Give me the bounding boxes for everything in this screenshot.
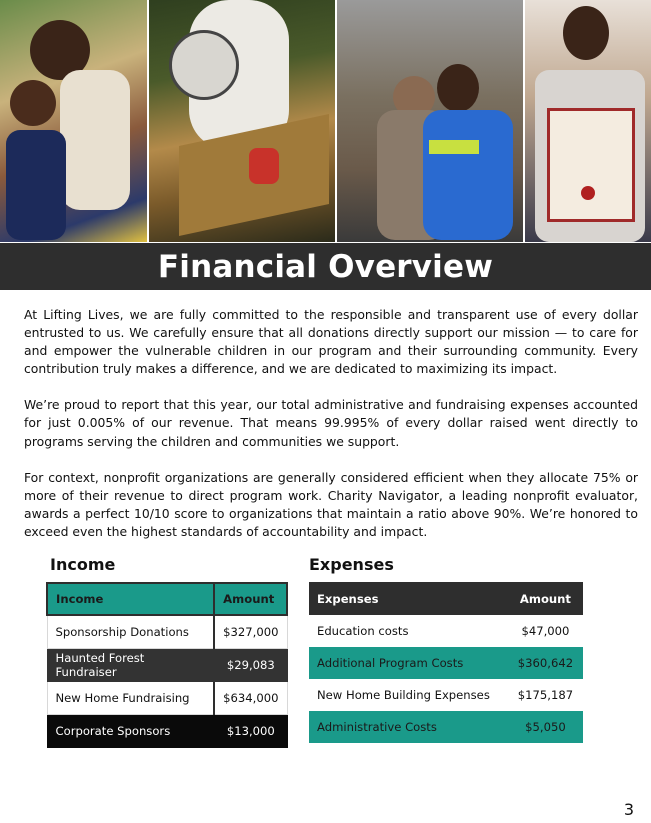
- expense-item-name: New Home Building Expenses: [309, 679, 508, 711]
- expense-item-amount: $175,187: [508, 679, 583, 711]
- expenses-col-name: Expenses: [309, 582, 508, 615]
- paragraph-commitment: At Lifting Lives, we are fully committed to the responsible and transparent use of every dollar entrusted to us. We carefully ensure that all donations directly support our mission — to care for and empower the vulnerable children in our program and their surrounding community. Every contribution truly makes a difference, and we are dedicated to maximizing its impact.: [24, 307, 638, 377]
- income-section-title: Income: [50, 555, 116, 574]
- income-item-amount: $327,000: [214, 615, 287, 649]
- table-row: [47, 682, 287, 715]
- paragraph-expense-ratio: We’re proud to report that this year, our total administrative and fundraising expenses accounted for just 0.005% of our revenue. That means 99.995% of every dollar raised went directly to programs serving the children and communities we support.: [24, 397, 638, 449]
- expense-item-amount: $47,000: [508, 615, 583, 647]
- income-item-amount: $13,000: [214, 715, 287, 748]
- table-row: [47, 715, 287, 748]
- expense-item-name: Education costs: [309, 615, 508, 647]
- table-row: [309, 711, 583, 743]
- income-item-amount: $634,000: [214, 682, 287, 715]
- photo-strip: [0, 0, 651, 242]
- title-banner: [0, 243, 651, 290]
- table-row: [309, 615, 583, 647]
- page-title: Financial Overview: [157, 248, 494, 285]
- table-row: [309, 679, 583, 711]
- expenses-table: [309, 582, 583, 743]
- expense-item-amount: $360,642: [508, 647, 583, 679]
- income-item-name: Corporate Sponsors: [47, 715, 214, 748]
- expenses-col-amount: Amount: [508, 582, 583, 615]
- income-item-amount: $29,083: [214, 649, 287, 682]
- photo-graduate-certificate: [525, 0, 651, 242]
- income-item-name: Sponsorship Donations: [47, 615, 214, 649]
- income-item-name: New Home Fundraising: [47, 682, 214, 715]
- overview-text: [24, 306, 638, 559]
- table-row: [309, 647, 583, 679]
- photo-muddy-hands: [337, 0, 523, 242]
- table-row: [47, 615, 287, 649]
- expenses-header-row: [309, 582, 583, 615]
- income-item-name: Haunted Forest Fundraiser: [47, 649, 214, 682]
- photo-children-hugging: [0, 0, 147, 242]
- income-col-name: Income: [47, 583, 214, 615]
- income-header-row: [47, 583, 287, 615]
- photo-beekeeper: [149, 0, 335, 242]
- paragraph-context: For context, nonprofit organizations are generally considered efficient when they allocate 75% or more of their revenue to direct program work. Charity Navigator, a leading nonprofit evaluator, awards a perfect 10/10 score to organizations that maintain a ratio above 90%. We’re honored to exceed even the highest standards of accountability and impact.: [24, 469, 638, 539]
- income-col-amount: Amount: [214, 583, 287, 615]
- page-number: 3: [623, 800, 634, 819]
- expense-item-name: Administrative Costs: [309, 711, 508, 743]
- table-row: [47, 649, 287, 682]
- expense-item-amount: $5,050: [508, 711, 583, 743]
- expenses-section-title: Expenses: [309, 555, 394, 574]
- income-table: [46, 582, 288, 748]
- expense-item-name: Additional Program Costs: [309, 647, 508, 679]
